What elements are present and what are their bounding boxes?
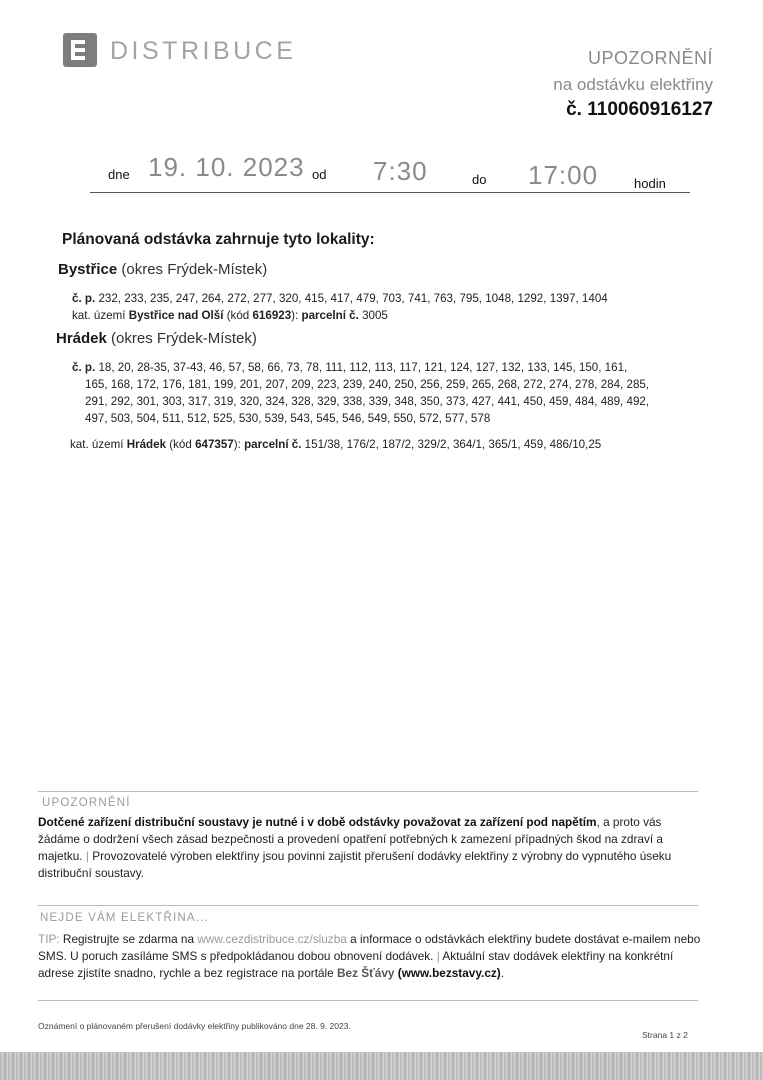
- portal-link[interactable]: (www.bezstavy.cz): [397, 966, 501, 980]
- location-name: [58, 261, 267, 278]
- footer-band: [0, 1052, 763, 1080]
- notice-subtitle: na odstávku elektřiny: [553, 75, 713, 94]
- warning-text2: Provozovatelé výroben elektřiny jsou povinni zajistit přerušení dodávky elektřiny z výrobny do vypnutého úseku distribuční soustavy.: [38, 849, 672, 880]
- kod-value: 616923: [252, 309, 292, 322]
- tip-text: [38, 931, 702, 982]
- cp-line: 18, 20, 28-35, 37-43, 46, 57, 58, 66, 73, 78, 111, 112, 113, 117, 121, 124, 127, 132, 133, 145, 150, 161,: [98, 361, 628, 374]
- kat-prefix: kat. území: [70, 438, 124, 451]
- house-numbers: [72, 360, 627, 377]
- parcel-label: parcelní č.: [301, 309, 359, 322]
- kat-name: Bystřice nad Olší: [128, 309, 224, 322]
- location-town: Bystřice: [58, 261, 118, 278]
- location-name: [56, 330, 257, 347]
- warning-text: [38, 814, 702, 882]
- cp-line: 232, 233, 235, 247, 264, 272, 277, 320, 415, 417, 479, 703, 741, 763, 795, 1048, 1292, 1397, 1404: [98, 292, 608, 305]
- date-label: dne: [108, 167, 130, 182]
- kod-value: 647357: [195, 438, 234, 451]
- cadastral-line: [70, 437, 601, 454]
- tip-text1: Registrujte se zdarma na: [59, 932, 198, 946]
- tip-text3: Aktuální stav dodávek elektřiny na konkrétní adrese zjistíte snadno, rychle a bez registrace na portále: [38, 949, 674, 980]
- parcel-numbers: 151/38, 176/2, 187/2, 329/2, 364/1, 365/1, 459, 486/10,25: [304, 438, 602, 451]
- notice-number: č. 110060916127: [566, 99, 713, 120]
- separator: |: [433, 949, 443, 963]
- tip-label: TIP:: [38, 932, 60, 946]
- locations-title: Plánovaná odstávka zahrnuje tyto lokality:: [62, 231, 375, 248]
- section-divider: [38, 791, 698, 792]
- portal-name: Bez Šťávy: [337, 966, 395, 980]
- tip-heading: NEJDE VÁM ELEKTŘINA...: [40, 912, 209, 924]
- warning-bold: Dotčené zařízení distribuční soustavy je nutné i v době odstávky považovat za zařízení pod napětím: [38, 815, 597, 829]
- warning-text1: , a proto vás žádáme o dodržení všech zásad bezpečnosti a provedení opatření potřebných k zamezení případných škod na zdraví a majetku.: [38, 815, 663, 863]
- time-to: 17:00: [528, 160, 599, 190]
- parcel-numbers: 3005: [362, 309, 388, 322]
- to-label: do: [472, 172, 487, 187]
- from-label: od: [312, 167, 327, 182]
- cp-label: č. p.: [72, 361, 96, 374]
- kod-suffix: ):: [291, 309, 299, 322]
- publication-note: Oznámení o plánovaném přerušení dodávky elektřiny publikováno dne 28. 9. 2023.: [38, 1021, 351, 1031]
- date-rule: [90, 192, 690, 193]
- location-district: (okres Frýdek-Místek): [111, 330, 257, 347]
- cp-label: č. p.: [72, 292, 96, 305]
- house-numbers: [72, 291, 608, 308]
- kat-prefix: kat. území: [72, 309, 126, 322]
- hours-label: hodin: [634, 176, 666, 191]
- location-town: Hrádek: [56, 330, 107, 347]
- location-district: (okres Frýdek-Místek): [121, 261, 268, 278]
- section-divider: [38, 1000, 698, 1001]
- cp-line: 165, 168, 172, 176, 181, 199, 201, 207, 209, 223, 239, 240, 250, 256, 259, 265, 268, 272, 274, 278, 284, 285,: [85, 378, 650, 391]
- cadastral-line: [72, 308, 388, 325]
- cp-line: 497, 503, 504, 511, 512, 525, 530, 539, 543, 545, 546, 549, 550, 572, 577, 578: [85, 412, 491, 425]
- kod-prefix: (kód: [226, 309, 250, 322]
- registration-link[interactable]: www.cezdistribuce.cz/sluzba: [197, 932, 347, 946]
- tip-text2: a informace o odstávkách elektřiny budete dostávat e-mailem nebo SMS. U poruch zasíláme SMS s předpokládanou dobou obnovení dodávek.: [38, 932, 701, 963]
- outage-date: 19. 10. 2023: [148, 152, 305, 182]
- notice-title: UPOZORNĚNÍ: [587, 48, 713, 68]
- time-from: 7:30: [373, 156, 428, 186]
- separator: |: [82, 849, 93, 863]
- kod-suffix: ):: [233, 438, 241, 451]
- cez-logo-icon: [63, 33, 97, 67]
- parcel-label: parcelní č.: [244, 438, 302, 451]
- warning-heading: UPOZORNĚNÍ: [42, 797, 131, 809]
- logo-text: DISTRIBUCE: [110, 37, 297, 65]
- kod-prefix: (kód: [169, 438, 192, 451]
- kat-name: Hrádek: [126, 438, 167, 451]
- cp-line: 291, 292, 301, 303, 317, 319, 320, 324, 328, 329, 338, 339, 348, 350, 373, 427, 441, 450, 459, 484, 489, 492,: [85, 395, 650, 408]
- tip-end: .: [500, 966, 504, 980]
- section-divider: [38, 905, 698, 906]
- page-number: Strana 1 z 2: [642, 1030, 688, 1040]
